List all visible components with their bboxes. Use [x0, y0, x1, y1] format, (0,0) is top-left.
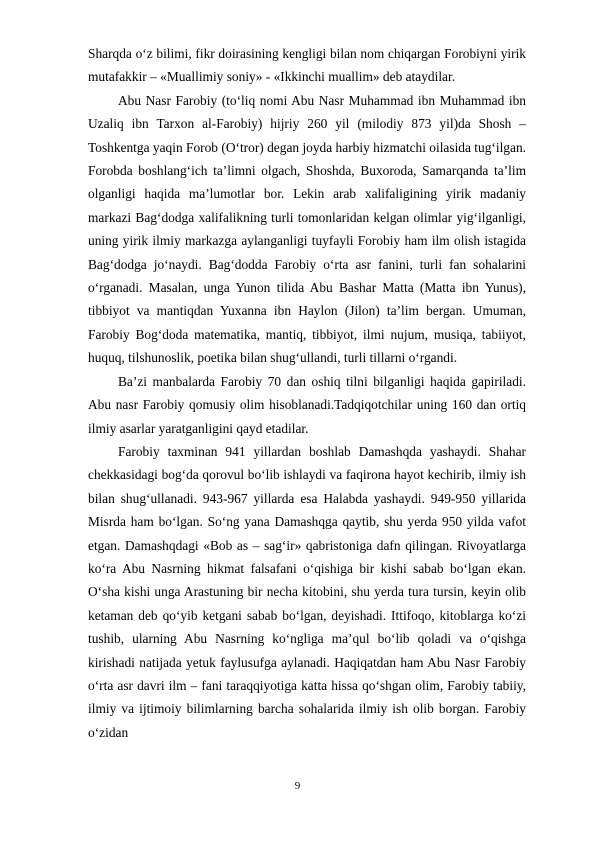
paragraph-intro: Sharqda o‘z bilimi, fikr doirasining kengligi bilan nom chiqargan Forobiyni yirik mutafakkir – «Muallimiy soniy» - «Ikkinchi muallim» deb ataydilar.	[88, 46, 526, 85]
page-number: 9	[294, 780, 301, 792]
body-text	[88, 42, 526, 744]
paragraph-biography: Abu Nasr Farobiy (to‘liq nomi Abu Nasr Muhammad ibn Muhammad ibn Uzaliq ibn Tarxon al-Farobiy) hijriy 260 yil (milodiy 873 yil)da Shosh – Toshkentga yaqin Forob (O‘tror) degan joyda harbiy hizmatchi oilasida tug‘ilgan. Forobda boshlang‘ich ta’limni olgach, Shoshda, Buxoroda, Samarqanda ta’lim olganligi haqida ma’lumotlar bor. Lekin arab xalifaligining yirik madaniy markazi Bag‘dodga xalifalikning turli tomonlaridan kelgan olimlar yig‘ilganligi, uning yirik ilmiy markazga aylanganligi tuyfayli Forobiy ham ilm olish istagida Bag‘dodga jo‘naydi. Bag‘dodda Farobiy o‘rta asr fanini, turli fan sohalarini o‘rganadi. Masalan, unga Yunon tilida Abu Bashar Matta (Matta ibn Yunus), tibbiyot va mantiqdan Yuxanna ibn Haylon (Jilon) ta’lim bergan. Umuman, Farobiy Bog‘doda matematika, mantiq, tibbiyot, ilmi nujum, musiqa, tabiiyot, huquq, tilshunoslik, poetika bilan shug‘ullandi, turli tillarni o‘rgandi.	[88, 92, 526, 366]
paragraph-damascus: Farobiy taxminan 941 yillardan boshlab Damashqda yashaydi. Shahar chekkasidagi bog‘da qorovul bo‘lib ishlaydi va faqirona hayot kechirib, ilmiy ish bilan shug‘ullanadi. 943-967 yillarda esa Halabda yashaydi. 949-950 yillarida Misrda ham bo‘lgan. So‘ng yana Damashqga qaytib, shu yerda 950 yilda vafot etgan. Damashqdagi «Bob as – sag‘ir» qabristoniga dafn qilingan. Rivoyatlarga ko‘ra Abu Nasrning hikmat falsafani o‘qishiga bir kishi sabab bo‘lgan ekan. O‘sha kishi unga Arastuning bir necha kitobini, shu yerda tura tursin, keyin olib ketaman deb qo‘yib ketgani sabab bo‘lgan, deyishadi. Ittifoqo, kitoblarga ko‘zi tushib, ularning Abu Nasrning ko‘ngliga ma’qul bo‘lib qoladi va o‘qishga kirishadi natijada yetuk faylusufga aylanadi. Haqiqatdan ham Abu Nasr Farobiy o‘rta asr davri ilm – fani taraqqiyotiga katta hissa qo‘shgan olim, Farobiy tabiiy, ilmiy va ijtimoiy bilimlarning barcha sohalarida ilmiy ish olib borgan. Farobiy o‘zidan	[88, 443, 526, 740]
paragraph-languages: Ba’zi manbalarda Farobiy 70 dan oshiq tilni bilganligi haqida gapiriladi. Abu nasr Farobiy qomusiy olim hisoblanadi.Tadqiqotchilar uning 160 dan ortiq ilmiy asarlar yaratganligini qayd etadilar.	[88, 373, 526, 436]
